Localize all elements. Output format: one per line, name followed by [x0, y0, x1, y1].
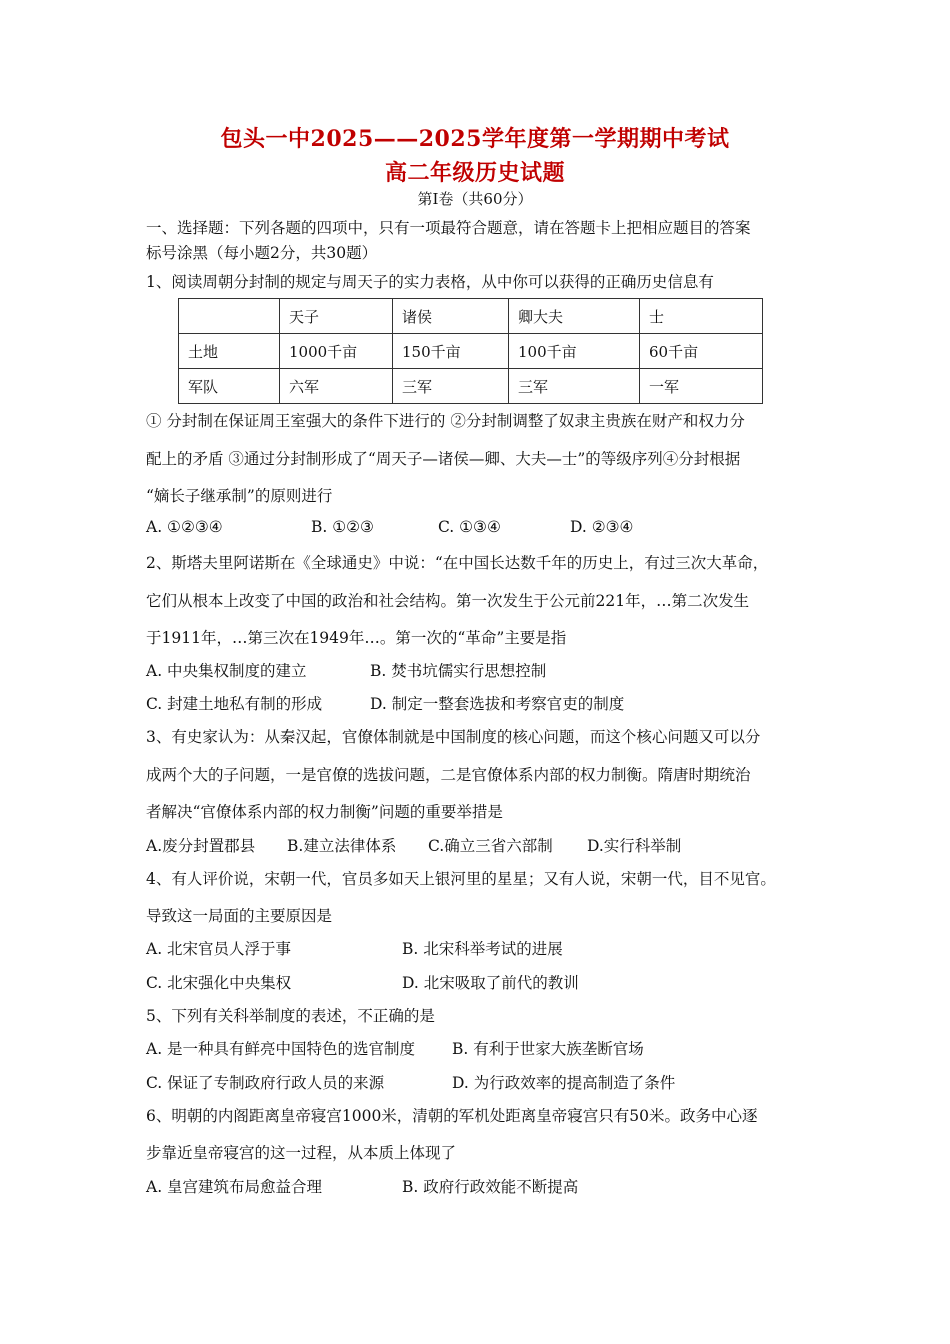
q5-option-c: C. 保证了专制政府行政人员的来源: [146, 1074, 385, 1092]
table-cell: 三军: [509, 369, 640, 404]
q2-option-b: B. 焚书坑儒实行思想控制: [370, 662, 547, 680]
q2-stem-line-1: 2、斯塔夫里阿诺斯在《全球通史》中说：“在中国长达数千年的历史上，有过三次大革命，: [146, 554, 769, 572]
q2-stem-line-3: 于1911年，…第三次在1949年…。第一次的“革命”主要是指: [146, 629, 567, 647]
q3-stem-line-2: 成两个大的子问题，一是官僚的选拔问题，二是官僚体系内部的权力制衡。隋唐时期统治: [146, 766, 751, 784]
q3-option-a: A.废分封置郡县: [146, 837, 256, 855]
q5-option-b: B. 有利于世家大族垄断官场: [452, 1040, 644, 1058]
q2-option-c: C. 封建土地私有制的形成: [146, 695, 323, 713]
q5-option-a: A. 是一种具有鲜亮中国特色的选官制度: [146, 1040, 416, 1058]
q4-option-c: C. 北宋强化中央集权: [146, 974, 292, 992]
q3-stem-line-3: 者解决“官僚体系内部的权力制衡”问题的重要举措是: [146, 803, 503, 821]
q1-option-c: C. ①③④: [438, 518, 501, 536]
q1-stem: 1、阅读周朝分封制的规定与周天子的实力表格，从中你可以获得的正确历史信息有: [146, 273, 714, 291]
q2-option-d: D. 制定一整套选拔和考察官吏的制度: [370, 695, 625, 713]
q3-stem-line-1: 3、有史家认为：从秦汉起，官僚体制就是中国制度的核心问题，而这个核心问题又可以分: [146, 728, 761, 746]
q5-stem: 5、下列有关科举制度的表述，不正确的是: [146, 1007, 435, 1025]
q4-stem-line-1: 4、有人评价说，宋朝一代，官员多如天上银河里的星星；又有人说，宋朝一代，目不见官。: [146, 870, 776, 888]
table-cell: 60千亩: [640, 334, 763, 369]
table-row: [179, 334, 763, 369]
table-cell: 卿大夫: [509, 299, 640, 334]
q2-option-a: A. 中央集权制度的建立: [146, 662, 307, 680]
table-cell: 100千亩: [509, 334, 640, 369]
q6-stem-line-2: 步靠近皇帝寝宫的这一过程，从本质上体现了: [146, 1144, 457, 1162]
q4-option-d: D. 北宋吸取了前代的教训: [402, 974, 579, 992]
q3-option-d: D.实行科举制: [587, 837, 682, 855]
table-cell: 一军: [640, 369, 763, 404]
q1-option-d: D. ②③④: [570, 518, 634, 536]
table-cell: 1000千亩: [280, 334, 393, 369]
table-cell: 士: [640, 299, 763, 334]
q4-stem-line-2: 导致这一局面的主要原因是: [146, 907, 333, 925]
table-cell: 军队: [179, 369, 280, 404]
table-cell: [179, 299, 280, 334]
q1-option-a: A. ①②③④: [146, 518, 223, 536]
q6-option-a: A. 皇宫建筑布局愈益合理: [146, 1178, 323, 1196]
table-cell: 六军: [280, 369, 393, 404]
instructions-line-1: 一、选择题：下列各题的四项中，只有一项最符合题意，请在答题卡上把相应题目的答案: [146, 219, 751, 237]
q1-option-b: B. ①②③: [311, 518, 374, 536]
q3-option-c: C.确立三省六部制: [428, 837, 553, 855]
q6-stem-line-1: 6、明朝的内阁距离皇帝寝宫1000米，清朝的军机处距离皇帝寝宫只有50米。政务中心逐: [146, 1107, 758, 1125]
table-row: [179, 299, 763, 334]
feudal-table: [178, 298, 763, 404]
q1-body-line-3: “嫡长子继承制”的原则进行: [146, 487, 333, 505]
table-cell: 土地: [179, 334, 280, 369]
table-cell: 150千亩: [393, 334, 509, 369]
q4-option-b: B. 北宋科举考试的进展: [402, 940, 563, 958]
q5-option-d: D. 为行政效率的提高制造了条件: [452, 1074, 676, 1092]
q4-option-a: A. 北宋官员人浮于事: [146, 940, 292, 958]
table-cell: 天子: [280, 299, 393, 334]
q1-body-line-1: ① 分封制在保证周王室强大的条件下进行的 ②分封制调整了奴隶主贵族在财产和权力分: [146, 412, 745, 430]
table-cell: 三军: [393, 369, 509, 404]
table-row: [179, 369, 763, 404]
section-heading: 第Ⅰ卷（共60分）: [417, 190, 533, 208]
exam-subtitle: 高二年级历史试题: [384, 160, 565, 186]
q2-stem-line-2: 它们从根本上改变了中国的政治和社会结构。第一次发生于公元前221年，…第二次发生: [146, 592, 750, 610]
table-cell: 诸侯: [393, 299, 509, 334]
q6-option-b: B. 政府行政效能不断提高: [402, 1178, 579, 1196]
instructions-line-2: 标号涂黑（每小题2分，共30题）: [146, 244, 378, 262]
exam-title: 包头一中2025——2025学年度第一学期期中考试: [220, 126, 730, 152]
q3-option-b: B.建立法律体系: [287, 837, 397, 855]
q1-body-line-2: 配上的矛盾 ③通过分封制形成了“周天子—诸侯—卿、大夫—士”的等级序列④分封根据: [146, 450, 741, 468]
